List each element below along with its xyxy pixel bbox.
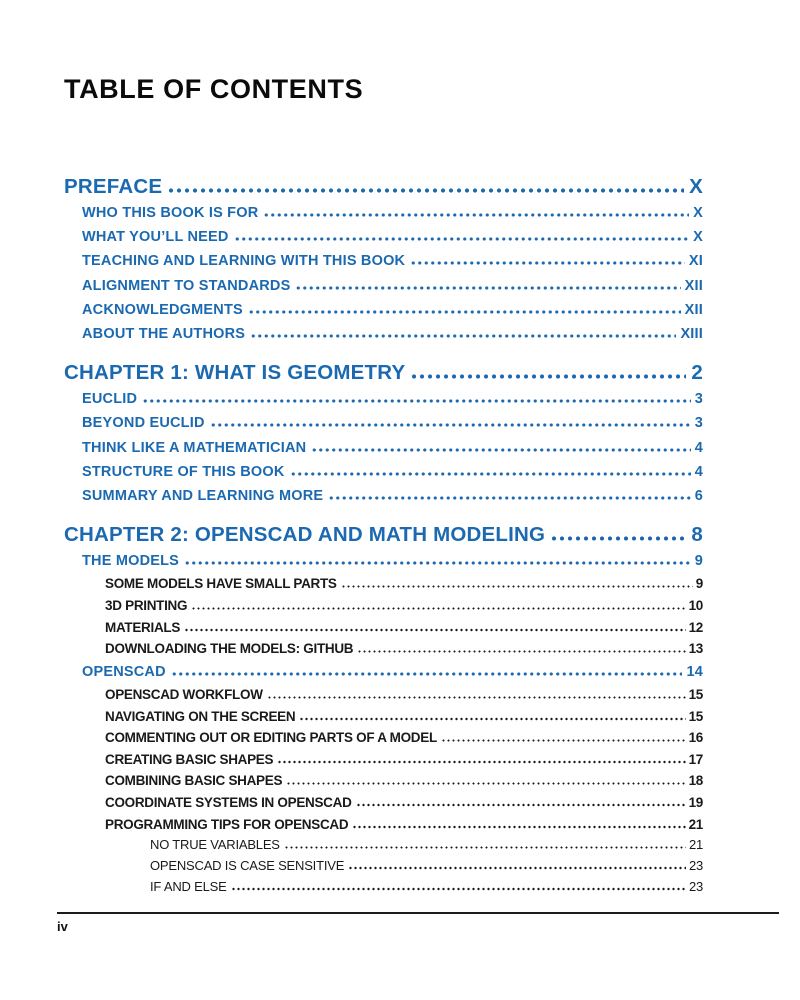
toc-entry [64, 877, 703, 898]
dot-leader [171, 672, 683, 676]
toc-entry [64, 660, 703, 684]
toc-entry [64, 201, 703, 225]
dot-leader [191, 607, 685, 611]
toc-entry-label: BEYOND EUCLID [82, 415, 205, 432]
toc-entry-label: STRUCTURE OF THIS BOOK [82, 463, 285, 480]
toc-entry-label: DOWNLOADING THE MODELS: GITHUB [105, 641, 354, 657]
toc-entry-label: PREFACE [64, 175, 163, 198]
dot-leader [410, 374, 686, 379]
toc-entry-page: XIII [680, 326, 703, 343]
toc-entry-page: XII [684, 277, 703, 294]
toc-entry [64, 727, 703, 749]
page-number-folio: iv [57, 919, 68, 934]
toc-entry-label: OPENSCAD IS CASE SENSITIVE [150, 857, 345, 873]
toc-entry-label: PROGRAMMING TIPS FOR OPENSCAD [105, 816, 349, 832]
toc-entry [64, 638, 703, 660]
toc-entry-label: TEACHING AND LEARNING WITH THIS BOOK [82, 253, 406, 270]
toc-entry [64, 173, 703, 201]
toc-entry-label: NO TRUE VARIABLES [150, 837, 280, 853]
toc-entry-page: 4 [694, 463, 703, 480]
dot-leader [286, 782, 685, 786]
toc-list [64, 160, 703, 898]
page-title: TABLE OF CONTENTS [64, 74, 364, 104]
dot-leader [210, 423, 691, 427]
dot-leader [352, 825, 685, 829]
toc-entry-label: WHO THIS BOOK IS FOR [82, 205, 259, 221]
toc-entry-page: 12 [688, 619, 703, 635]
toc-entry-page: 21 [688, 816, 703, 832]
toc-entry-page: 3 [694, 391, 703, 408]
toc-entry [64, 617, 703, 639]
toc-entry [64, 225, 703, 249]
toc-entry-page: XI [688, 253, 703, 270]
toc-entry-label: OPENSCAD [82, 663, 166, 680]
dot-leader [357, 650, 685, 654]
toc-entry-page: 4 [694, 439, 703, 456]
toc-entry-page: 9 [695, 576, 703, 592]
dot-leader [231, 887, 686, 891]
toc-entry [64, 460, 703, 484]
toc-entry-label: THINK LIKE A MATHEMATICIAN [82, 439, 307, 456]
dot-leader [250, 334, 676, 338]
toc-entry-label: CHAPTER 2: OPENSCAD AND MATH MODELING [64, 523, 546, 547]
toc-entry-label: COMMENTING OUT OR EDITING PARTS OF A MODEL [105, 730, 437, 746]
toc-entry-label: COORDINATE SYSTEMS IN OPENSCAD [105, 794, 352, 810]
toc-entry-page: 9 [694, 553, 703, 570]
toc-entry-page: 13 [688, 641, 703, 657]
toc-entry-label: CHAPTER 1: WHAT IS GEOMETRY [64, 361, 406, 385]
dot-leader [348, 866, 686, 870]
toc-entry [64, 856, 703, 877]
footer-divider [57, 912, 779, 914]
dot-leader [341, 585, 693, 589]
toc-entry-page: 23 [688, 878, 703, 894]
dot-leader [248, 310, 681, 314]
toc-entry-page: 14 [686, 663, 703, 680]
toc-entry-label: SUMMARY AND LEARNING MORE [82, 488, 324, 505]
toc-entry-label: ACKNOWLEDGMENTS [82, 301, 243, 318]
toc-entry [64, 595, 703, 617]
toc-entry [64, 298, 703, 322]
dot-leader [299, 717, 685, 721]
dot-leader [263, 213, 689, 217]
toc-entry-page: X [693, 205, 703, 221]
toc-entry [64, 322, 703, 346]
toc-entry-page: 8 [691, 523, 703, 547]
toc-entry-label: COMBINING BASIC SHAPES [105, 773, 283, 789]
toc-entry [64, 411, 703, 435]
dot-leader [267, 696, 686, 700]
toc-entry-label: EUCLID [82, 391, 138, 408]
toc-entry-page: 6 [694, 488, 703, 505]
toc-entry-page: 23 [688, 857, 703, 873]
dot-leader [290, 472, 691, 476]
toc-entry-label: WHAT YOU’LL NEED [82, 229, 229, 246]
toc-entry-page: 10 [688, 598, 703, 614]
toc-entry-page: 15 [688, 687, 703, 703]
toc-entry-label: OPENSCAD WORKFLOW [105, 687, 263, 703]
toc-entry-label: NAVIGATING ON THE SCREEN [105, 708, 296, 724]
toc-entry [64, 749, 703, 771]
toc-entry-page: 21 [688, 837, 703, 853]
toc-entry [64, 387, 703, 411]
toc-entry-page: 16 [688, 730, 703, 746]
dot-leader [234, 237, 690, 241]
toc-entry [64, 521, 703, 549]
dot-leader [311, 448, 690, 452]
toc-entry [64, 274, 703, 298]
toc-entry-label: 3D PRINTING [105, 598, 188, 614]
dot-leader [284, 846, 686, 850]
toc-entry [64, 249, 703, 273]
dot-leader [410, 261, 685, 265]
dot-leader [295, 286, 680, 290]
dot-leader [277, 760, 685, 764]
toc-entry-label: IF AND ELSE [150, 878, 227, 894]
toc-entry [64, 484, 703, 508]
toc-entry-label: SOME MODELS HAVE SMALL PARTS [105, 576, 337, 592]
toc-entry-page: X [693, 229, 703, 246]
toc-entry-label: MATERIALS [105, 619, 181, 635]
dot-leader [550, 536, 686, 541]
toc-entry-label: ABOUT THE AUTHORS [82, 326, 246, 343]
toc-entry [64, 706, 703, 728]
toc-entry-label: ALIGNMENT TO STANDARDS [82, 277, 291, 294]
toc-entry [64, 792, 703, 814]
toc-entry-page: XII [684, 301, 703, 318]
toc-entry-page: 19 [688, 794, 703, 810]
dot-leader [441, 739, 686, 743]
toc-entry [64, 573, 703, 595]
toc-entry-page: 15 [688, 708, 703, 724]
toc-entry-page: 2 [691, 361, 703, 385]
toc-entry-page: 17 [688, 751, 703, 767]
dot-leader [356, 803, 686, 807]
toc-entry-label: THE MODELS [82, 553, 180, 570]
toc-entry [64, 436, 703, 460]
dot-leader [184, 628, 686, 632]
toc-entry [64, 549, 703, 573]
dot-leader [184, 561, 691, 565]
dot-leader [167, 188, 684, 193]
toc-entry [64, 359, 703, 387]
toc-entry [64, 770, 703, 792]
dot-leader [142, 399, 691, 403]
toc-entry-page: 18 [688, 773, 703, 789]
toc-entry [64, 684, 703, 706]
toc-entry-label: CREATING BASIC SHAPES [105, 751, 274, 767]
dot-leader [328, 496, 690, 500]
toc-entry [64, 814, 703, 836]
toc-entry [64, 835, 703, 856]
toc-entry-page: X [689, 175, 703, 198]
toc-entry-page: 3 [694, 415, 703, 432]
